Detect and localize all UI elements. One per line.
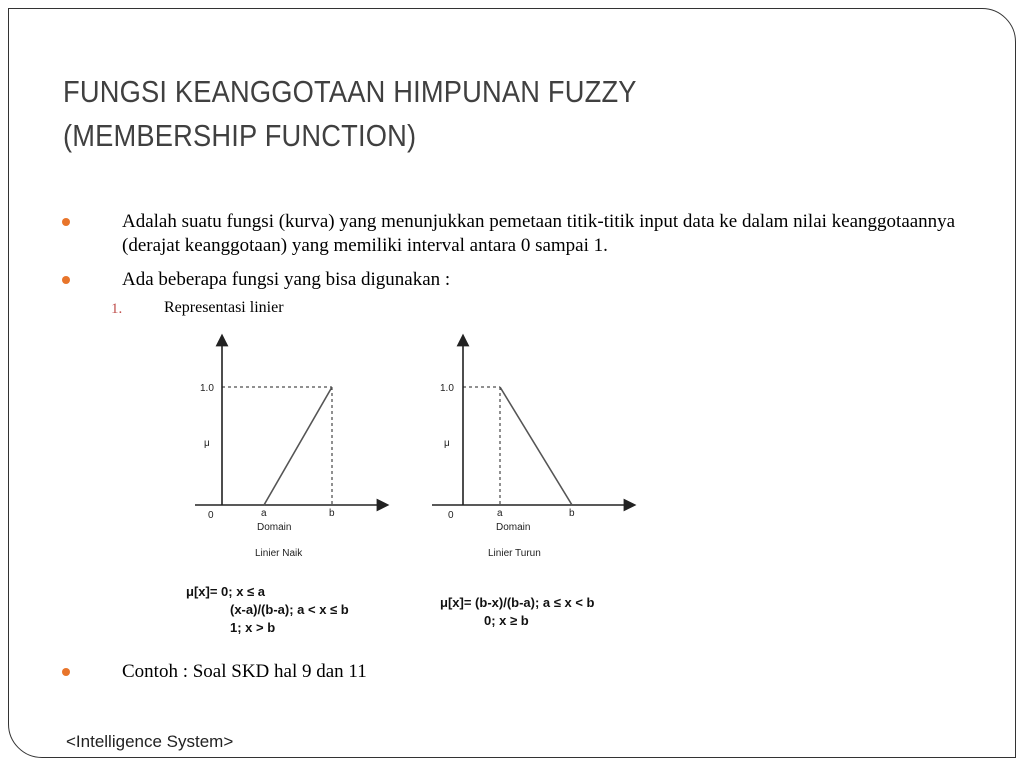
- mu-label: μ: [204, 438, 210, 449]
- formula-line-2: 0; x ≥ b: [484, 613, 529, 628]
- origin-label: 0: [208, 510, 214, 521]
- bullet-1-text: Adalah suatu fungsi (kurva) yang menunjukkan pemetaan titik-titik input data ke dalam nilai keanggotaannya (derajat keanggotaan) yang memiliki interval antara 0 sampai 1.: [122, 211, 956, 256]
- diagrams-svg: [180, 330, 640, 640]
- y-max-label: 1.0: [440, 383, 454, 394]
- falling-line: [500, 387, 572, 505]
- x-axis-label: Domain: [257, 522, 292, 533]
- origin-label: 0: [448, 510, 454, 521]
- bullet-2-text: Ada beberapa fungsi yang bisa digunakan :: [122, 269, 451, 290]
- bullet-dot-icon: [62, 276, 70, 284]
- diagram-caption: Linier Naik: [255, 548, 303, 559]
- bullet-dot-icon: [62, 668, 70, 676]
- diagram-caption: Linier Turun: [488, 548, 541, 559]
- formula-line-1: μ[x]= 0; x ≤ a: [186, 584, 266, 599]
- membership-diagrams: [180, 330, 640, 640]
- linier-turun-diagram: [432, 340, 630, 628]
- bullet-3-text: Contoh : Soal SKD hal 9 dan 11: [122, 661, 367, 682]
- footer-text: <Intelligence System>: [66, 732, 234, 751]
- formula-line-2: (x-a)/(b-a); a < x ≤ b: [230, 602, 349, 617]
- a-label: a: [261, 508, 267, 519]
- rising-line: [264, 387, 332, 505]
- linier-naik-diagram: [186, 340, 383, 635]
- slide-title: FUNGSI KEANGGOTAAN HIMPUNAN FUZZY (MEMBERSHIP FUNCTION): [63, 74, 637, 153]
- formula-line-1: μ[x]= (b-x)/(b-a); a ≤ x < b: [440, 595, 595, 610]
- y-max-label: 1.0: [200, 383, 214, 394]
- list-number: 1.: [111, 301, 123, 317]
- bullet-dot-icon: [62, 218, 70, 226]
- b-label: b: [569, 508, 575, 519]
- b-label: b: [329, 508, 335, 519]
- x-axis-label: Domain: [496, 522, 531, 533]
- formula-line-3: 1; x > b: [230, 620, 276, 635]
- mu-label: μ: [444, 438, 450, 449]
- numbered-item-text: Representasi linier: [164, 299, 284, 316]
- a-label: a: [497, 508, 503, 519]
